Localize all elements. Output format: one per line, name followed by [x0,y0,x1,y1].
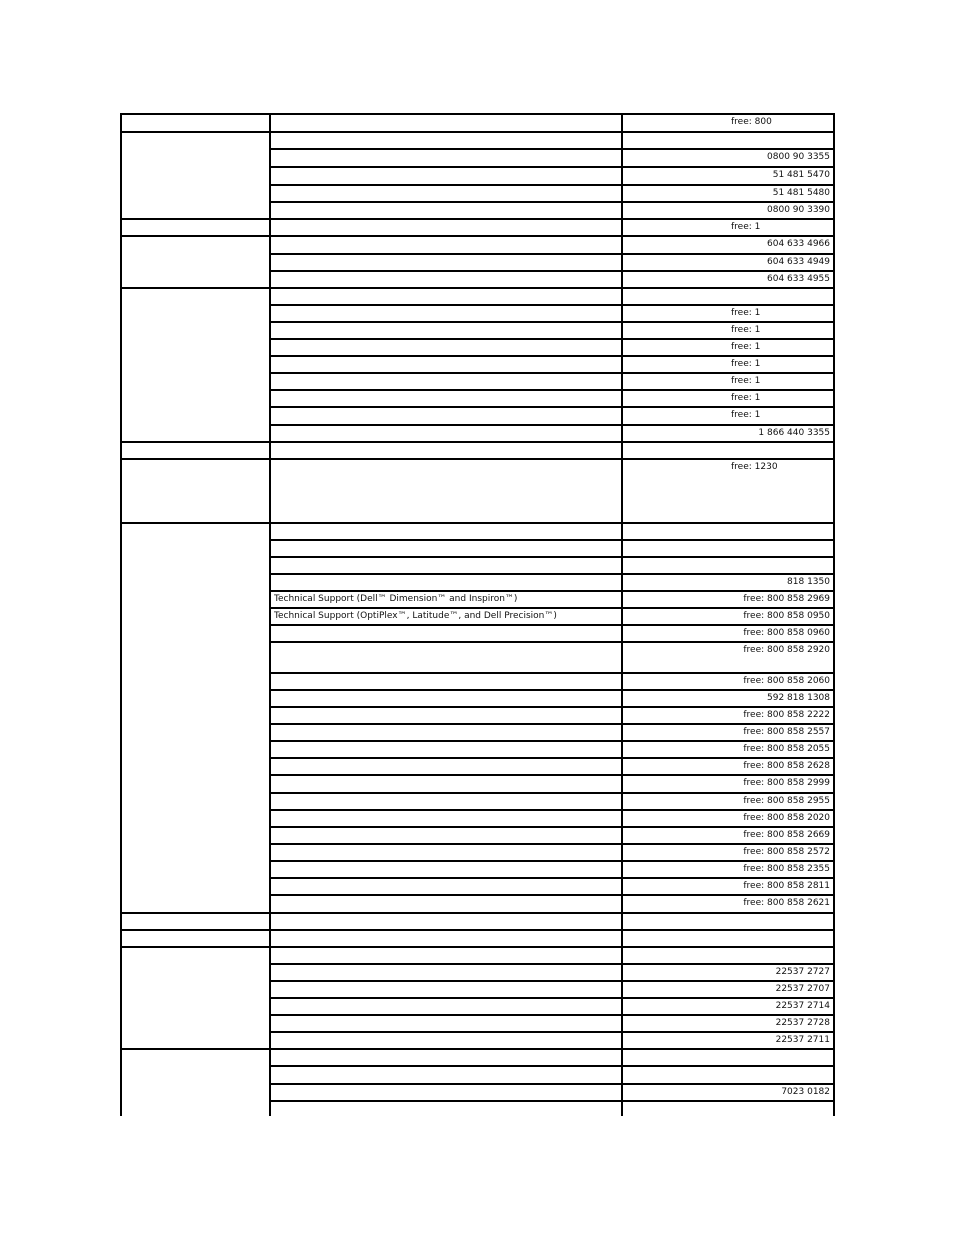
row-divider [270,809,835,811]
group-divider [120,912,835,914]
contact-number: free: 800 858 2621 [743,898,830,908]
column-divider [621,113,623,1116]
contact-number: 22537 2727 [775,967,830,977]
row-divider [270,304,835,306]
contact-number: 0800 90 3390 [767,205,830,215]
row-divider [270,573,835,575]
row-divider [270,372,835,374]
row-divider [270,894,835,896]
row-divider [270,706,835,708]
contact-number: free: 1 [731,222,761,232]
row-divider [270,1083,835,1085]
row-divider [270,1014,835,1016]
contact-number: free: 800 858 2969 [743,594,830,604]
contact-number: free: 1 [731,325,761,335]
row-divider [270,184,835,186]
contact-number: 51 481 5470 [772,170,830,180]
contact-number: free: 1 [731,342,761,352]
row-divider [270,424,835,426]
group-divider [120,1048,835,1050]
contact-number: free: 1 [731,393,761,403]
contact-number: free: 800 858 2572 [743,847,830,857]
row-divider [270,321,835,323]
row-divider [270,166,835,168]
contact-number: free: 800 858 2222 [743,710,830,720]
row-divider [270,253,835,255]
contact-number: 22537 2728 [775,1018,830,1028]
row-divider [270,1065,835,1067]
row-divider [270,792,835,794]
contact-number: 592 818 1308 [767,693,830,703]
contact-number: free: 1230 [731,462,778,472]
contact-number: 22537 2714 [775,1001,830,1011]
row-divider [270,270,835,272]
contact-number: 604 633 4966 [767,239,830,249]
row-divider [270,860,835,862]
row-divider [270,843,835,845]
row-divider [270,556,835,558]
contact-number: free: 800 [731,117,772,127]
group-divider [120,235,835,237]
contact-number: free: 800 858 0950 [743,611,830,621]
row-divider [270,774,835,776]
row-divider [270,723,835,725]
table-border-right [833,113,835,1116]
contact-number: free: 1 [731,410,761,420]
contact-number: free: 1 [731,376,761,386]
row-divider [270,590,835,592]
service-label: Technical Support (Dell™ Dimension™ and Inspiron™) [274,594,518,604]
contact-number: free: 1 [731,308,761,318]
row-divider [270,607,835,609]
contact-number: 604 633 4949 [767,257,830,267]
row-divider [270,757,835,759]
contact-number: free: 800 858 2060 [743,676,830,686]
contact-number: free: 800 858 2955 [743,796,830,806]
group-divider [120,522,835,524]
row-divider [270,963,835,965]
contact-number: 1 866 440 3355 [758,428,830,438]
contact-number: 51 481 5480 [772,188,830,198]
row-divider [270,740,835,742]
row-divider [270,624,835,626]
row-divider [270,980,835,982]
contact-number: 22537 2707 [775,984,830,994]
row-divider [270,826,835,828]
contact-number: free: 1 [731,359,761,369]
group-divider [120,287,835,289]
row-divider [270,672,835,674]
row-divider [270,201,835,203]
contact-number: free: 800 858 2999 [743,778,830,788]
group-divider [120,441,835,443]
row-divider [270,406,835,408]
group-divider [120,113,835,115]
row-divider [270,689,835,691]
row-divider [270,1100,835,1102]
contact-number: free: 800 858 0960 [743,628,830,638]
row-divider [270,338,835,340]
row-divider [270,641,835,643]
contact-number: free: 800 858 2020 [743,813,830,823]
group-divider [120,946,835,948]
group-divider [120,131,835,133]
row-divider [270,539,835,541]
service-label: Technical Support (OptiPlex™, Latitude™, and Dell Precision™) [274,611,557,621]
group-divider [120,218,835,220]
row-divider [270,1031,835,1033]
contact-number: 22537 2711 [775,1035,830,1045]
contact-number: 7023 0182 [781,1087,830,1097]
contact-number: free: 800 858 2669 [743,830,830,840]
contact-number: free: 800 858 2055 [743,744,830,754]
contact-number: free: 800 858 2557 [743,727,830,737]
contact-number: free: 800 858 2811 [743,881,830,891]
contact-number: free: 800 858 2920 [743,645,830,655]
contact-number: 604 633 4955 [767,274,830,284]
column-divider [269,113,271,1116]
contact-number: 818 1350 [787,577,830,587]
row-divider [270,148,835,150]
row-divider [270,355,835,357]
table-border-left [120,113,122,1116]
row-divider [270,389,835,391]
contact-number: 0800 90 3355 [767,152,830,162]
group-divider [120,929,835,931]
row-divider [270,997,835,999]
contact-number: free: 800 858 2628 [743,761,830,771]
row-divider [270,877,835,879]
group-divider [120,458,835,460]
contact-number: free: 800 858 2355 [743,864,830,874]
